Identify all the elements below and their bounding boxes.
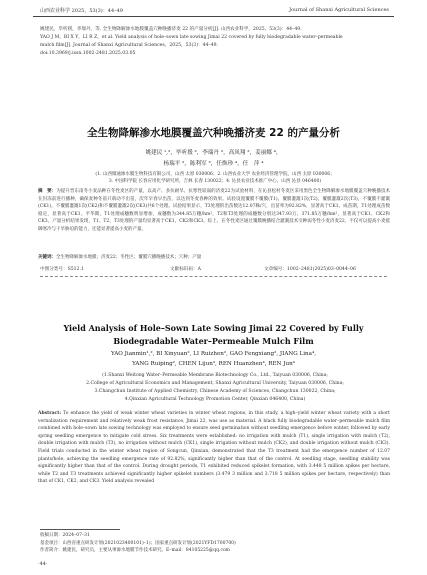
citation-line-cn: 姚建民，毕听援，李瑞丹，等. 全生物降解渗水地膜覆盖穴种晚播济麦 22 的产量分析[J]. 山西农业科学，2025，53(3)：44–49. [40, 27, 302, 32]
abstract-cn [38, 188, 390, 234]
section-divider [40, 276, 387, 277]
journal-header-left: 山西农业科学 2025，53(3)：44–49 [40, 8, 123, 14]
affiliation-en-line-4: 4.Qinxian Agricultural Technology Promotion Center, Qinxian 046400, China) [124, 397, 306, 402]
keywords-cn-text: 全生物降解渗水地膜；济麦22；冬性区；覆膜穴播晚播技术；穴种；产量 [56, 255, 202, 260]
authors-cn-line-2: 杨瑞平 ²，陈利军 ³，任焕珍 ⁴，任 萍 ⁴ [163, 161, 264, 167]
authors-cn-line-1: 姚建民 ¹,²，毕听援 ²，李瑞丹 ²，高凤翔 ²，姜丽娜 ⁴， [145, 150, 282, 156]
page-number: ·44· [38, 561, 48, 567]
author-bio: 作者简介：姚建民，研究员，主要从事渗水地膜节作技术研究。E–mail：84105225@qq.com [40, 548, 230, 554]
article-number: 文章编号：1002–2481(2025)03–0044–06 [264, 267, 356, 272]
affiliation-cn-line-1: (1. 山西微通渗水膜生物科技有限公司，山西 太原 030006；2. 山西农业大学 农业经济管理学院，山西 太原 030006； [95, 172, 335, 177]
clc-number: 中图分类号：S512.1 [40, 267, 84, 272]
keywords-cn [38, 254, 390, 262]
affiliations-cn [45, 171, 385, 185]
title-en [0, 322, 427, 348]
journal-header-right: Journal of Shanxi Agricultural Sciences [289, 7, 389, 13]
abstract-cn-label: 摘 要： [38, 189, 57, 194]
affiliations-en [40, 372, 390, 404]
authors-en-line-2: YANG Ruiping², CHEN Lijun³, REN Huanzhen⁴, REN Jun⁴ [132, 360, 295, 367]
document-code: 文献标识码：A [170, 267, 201, 272]
keywords-cn-label: 关键词： [38, 255, 56, 260]
citation-line-en-2: mulch film[J]. Journal of Shanxi Agricultural Sciences，2025，53(3)：44–49. [40, 43, 219, 48]
affiliation-en-line-1: (1.Shanxi Weitong Water–Permeable Membrane Biotechnology Co., Ltd., Taiyuan 030006, China; [102, 373, 328, 378]
abstract-en [38, 410, 390, 486]
title-en-line-1: Yield Analysis of Hole–Sown Late Sowing Jimai 22 Covered by Fully [63, 323, 364, 333]
fund-project: 基金项目：山西省重点研发计划(2021023400101)–1)；国家重点研发计划(2021YFD1700700) [40, 540, 236, 546]
footnotes [40, 532, 390, 555]
citation-line-en-1: YAO J M，BI X Y，LI R Z，et al. Yield analysis of hole–sown late sowing Jimai 22 covered by fully biodegradable water–permeable [40, 35, 343, 40]
abstract-cn-text: 为提升晋东南冬小麦品种在冬性麦区的产量，以高产、多抗耐旱、抗寒性较弱的济麦22为试验材料，在沁县松村冬麦区采用黑色全生物降解渗水地膜覆盖穴种晚播技术在封冻前进行播种，确保麦种冬前只萌动不出苗，次年早春早出苗，以达到冬麦春种的效果。试验设置覆膜不覆膜(T1)、覆膜灌溉1次(T2)、覆膜灌溉2次(T3)，不覆膜不灌溉(CK1)，不覆膜灌溉1次(CK2)和不覆膜灌溉2次(CK3)共6个处理。试验结果显示，T3处理的出苗数达12.07株/穴，出苗率为92.82%，显著高于CK1。成苗期，T1处理成苗数稳定，显著高于CK1。平华期，T1处理成穗数明显增加，成穗数为344.85万穗/hm²，T2和T3处理的成穗数分别达347.93万、371.85万穗/hm²，显著高于CK1、CK2和CK3。产量分析结果发现，T1、T2、T3处理的产量均显著高于CK1、CK2和CK3。综上，在冬性麦区通过覆膜晚播结合灌溉技术引种弱冬性小麦济麦22，不仅可以提高小麦抵御寒冷与干旱胁迫的能力，还能显著提高小麦的产量。 [38, 189, 390, 232]
abstract-en-label: Abstract: [38, 411, 62, 416]
doi: doi:10.3969/j.issn.1002-2481.2025.03.05 [40, 51, 136, 56]
citation-block [40, 26, 390, 58]
received-date: 收稿日期：2024–07–31 [40, 533, 90, 538]
authors-en-line-1: YAO Jianmin¹,², BI Xinyuan², LI Ruizhen², GAO Fengxiang², JIANG Lina⁴, [111, 351, 316, 357]
header-rule [33, 16, 394, 17]
title-cn: 全生物降解渗水地膜覆盖穴种晚播济麦 22 的产量分析 [87, 127, 340, 139]
authors-en [0, 350, 427, 369]
footnote-rule [40, 529, 120, 530]
affiliation-cn-line-2: 3. 中国科学院 长春应用化学研究所，吉林 长春 130022；4. 沁县农业技术推广中心，山西 沁县 046400) [108, 179, 322, 184]
title-en-line-2: Biodegradable Water–Permeable Mulch Film [113, 336, 314, 346]
affiliation-en-line-3: 3.Changchun Institute of Applied Chemistry, Chinese Academy of Sciences, Changchun 130022, China; [94, 389, 336, 394]
abstract-en-text: To enhance the yield of weak winter wheat varieties in winter wheat regions, in this study, a high–yield winter wheat variety with a short vernalization requirement and relatively weak frost resistance, Jimai 22, was use as material. A black fully biodegradable water–permeable mulch film combined with hole–sown late sowing technology was employed to ensure seed germination without seedling emergence before winter, followed by early spring seedling emergence to mitigate cold stress. Six treatments were established: no irrigation with mulch (T1), single irrigation with mulch (T2), double irrigation with mulch (T3), no irrigation without mulch (CK1), single irrigation without mulch (CK2), and double irrigation without mulch (CK3). Field trials conducted in the winter wheat region of Songcun, Qinxian, demonstrated that the T3 treatment had the emergence number of 12.07 plants/hole, achieving the seedling emergence rate of 92.82%, significantly higher than that of the control. At seedling stage, seedling stability was significantly higher than that of the control. During drought periods, T1 exhibited reduced spikelet formation, with 3.448 5 million spikes per hectare, while T2 and T3 treatments achieved significantly higher spikelet numbers (3.479 3 million and 3.718 5 million spikes per hectare, respectively) than that of CK1, CK2, and CK3. Yield analysis revealed [38, 411, 390, 485]
affiliation-en-line-2: 2.College of Agricultural Economics and Management, Shanxi Agricultural University, Taiyuan 030006, China; [86, 381, 344, 386]
